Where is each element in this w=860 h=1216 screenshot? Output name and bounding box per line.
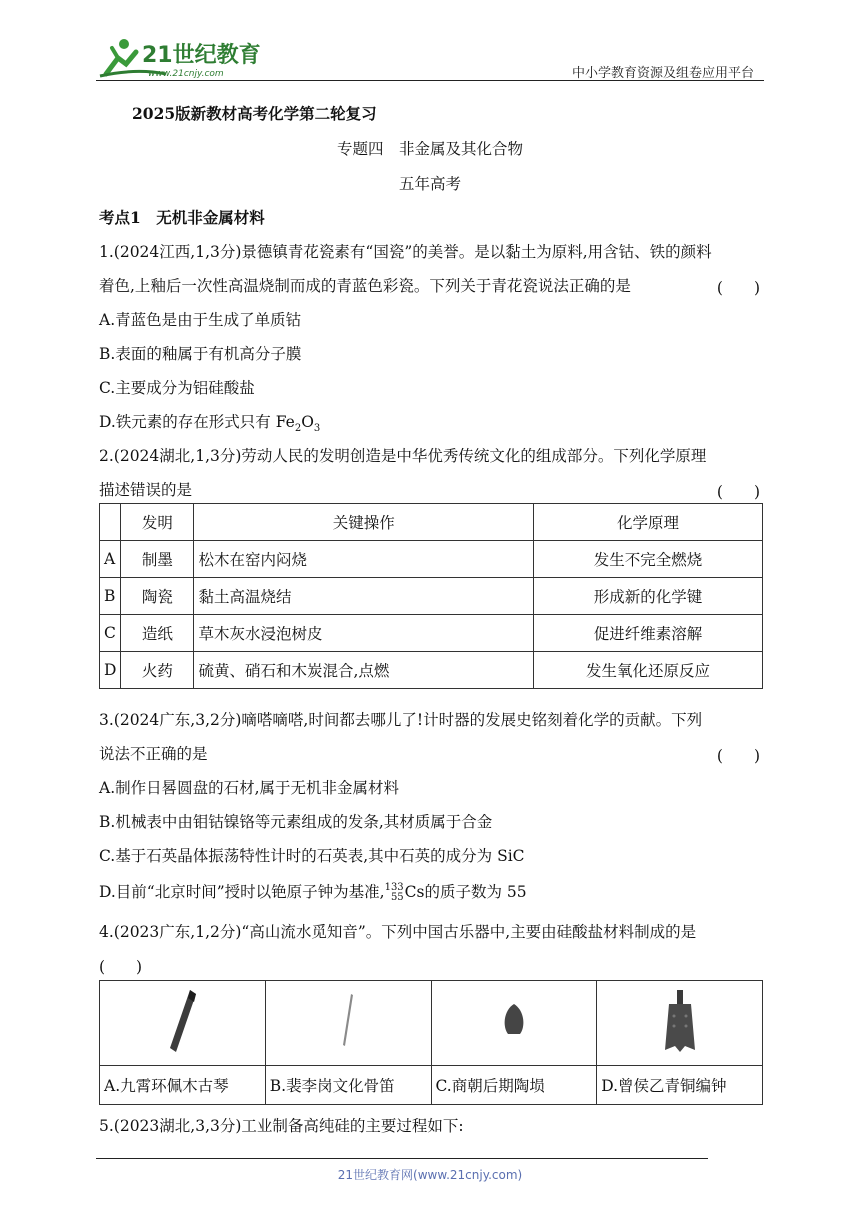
q3-answer-blank: ( ) bbox=[716, 747, 760, 765]
q1-stem-1: 1.(2024江西,1,3分)景德镇青花瓷素有“国瓷”的美誉。是以黏土为原料,用含钴、铁的颜料 bbox=[99, 243, 712, 261]
q1-option-b: B.表面的釉属于有机高分子膜 bbox=[99, 345, 302, 363]
q4-option-b: B.裴李岗文化骨笛 bbox=[265, 1066, 431, 1105]
logo-url: www.21cnjy.com bbox=[148, 69, 224, 79]
q2-stem-2: 描述错误的是 bbox=[99, 481, 193, 499]
header-right-text: 中小学教育资源及组卷应用平台 bbox=[571, 66, 754, 81]
table-row: C 造纸 草木灰水浸泡树皮 促进纤维素溶解 bbox=[100, 615, 763, 652]
doc-title: 2025版新教材高考化学第二轮复习 bbox=[132, 104, 377, 123]
table-row: B 陶瓷 黏土高温烧结 形成新的化学键 bbox=[100, 578, 763, 615]
xun-image bbox=[431, 981, 597, 1066]
q4-option-a: A.九霄环佩木古琴 bbox=[100, 1066, 266, 1105]
subtitle: 五年高考 bbox=[398, 175, 461, 193]
q2-table bbox=[99, 503, 763, 689]
q3-stem-1: 3.(2024广东,3,2分)嘀嗒嘀嗒,时间都去哪儿了!计时器的发展史铭刻着化学的贡献。下列 bbox=[99, 711, 703, 729]
q3-option-d: D.目前“北京时间”授时以铯原子钟为基准, 133 55 Cs的质子数为 55 bbox=[99, 882, 527, 903]
brand-logo bbox=[96, 34, 266, 82]
q1-option-a: A.青蓝色是由于生成了单质钴 bbox=[99, 311, 302, 329]
q1-option-c: C.主要成分为铝硅酸盐 bbox=[99, 379, 255, 397]
image-row bbox=[100, 981, 763, 1066]
q4-stem-1: 4.(2023广东,1,2分)“高山流水觅知音”。下列中国古乐器中,主要由硅酸盐材料制成的是 bbox=[99, 923, 697, 941]
q3-option-a: A.制作日晷圆盘的石材,属于无机非金属材料 bbox=[99, 779, 400, 797]
q3-option-c: C.基于石英晶体振荡特性计时的石英表,其中石英的成分为 SiC bbox=[99, 847, 525, 865]
q3-option-b: B.机械表中由钼钴镍铬等元素组成的发条,其材质属于合金 bbox=[99, 813, 493, 831]
q4-option-d: D.曾侯乙青铜编钟 bbox=[597, 1066, 763, 1105]
header-divider bbox=[96, 80, 764, 81]
table-header-row: 发明 关键操作 化学原理 bbox=[100, 504, 763, 541]
q4-option-c: C.商朝后期陶埙 bbox=[431, 1066, 597, 1105]
guqin-image bbox=[100, 981, 266, 1066]
bone-flute-image bbox=[265, 981, 431, 1066]
q2-stem-1: 2.(2024湖北,1,3分)劳动人民的发明创造是中华优秀传统文化的组成部分。下列化学原理 bbox=[99, 447, 707, 465]
table-row: D 火药 硫黄、硝石和木炭混合,点燃 发生氧化还原反应 bbox=[100, 652, 763, 689]
topic-title: 专题四 非金属及其化合物 bbox=[336, 140, 523, 158]
q3-stem-2: 说法不正确的是 bbox=[99, 745, 208, 763]
q4-options-table bbox=[99, 980, 763, 1105]
q4-answer-blank: ( ) bbox=[99, 958, 143, 976]
q2-answer-blank: ( ) bbox=[716, 483, 760, 501]
bianzhong-image bbox=[597, 981, 763, 1066]
logo-text: 21世纪教育 bbox=[142, 43, 261, 68]
footer-divider bbox=[96, 1158, 708, 1159]
q1-option-d: D.铁元素的存在形式只有 $Fe_2O_3$ bbox=[99, 413, 321, 435]
section-heading: 考点1 无机非金属材料 bbox=[99, 208, 265, 227]
q5-stem-1: 5.(2023湖北,3,3分)工业制备高纯硅的主要过程如下: bbox=[99, 1117, 464, 1135]
q1-stem-2: 着色,上釉后一次性高温烧制而成的青蓝色彩瓷。下列关于青花瓷说法正确的是 bbox=[99, 277, 631, 295]
footer-text: 21世纪教育网(www.21cnjy.com) bbox=[337, 1168, 523, 1182]
q1-answer-blank: ( ) bbox=[716, 279, 760, 297]
table-row: A 制墨 松木在窑内闷烧 发生不完全燃烧 bbox=[100, 541, 763, 578]
